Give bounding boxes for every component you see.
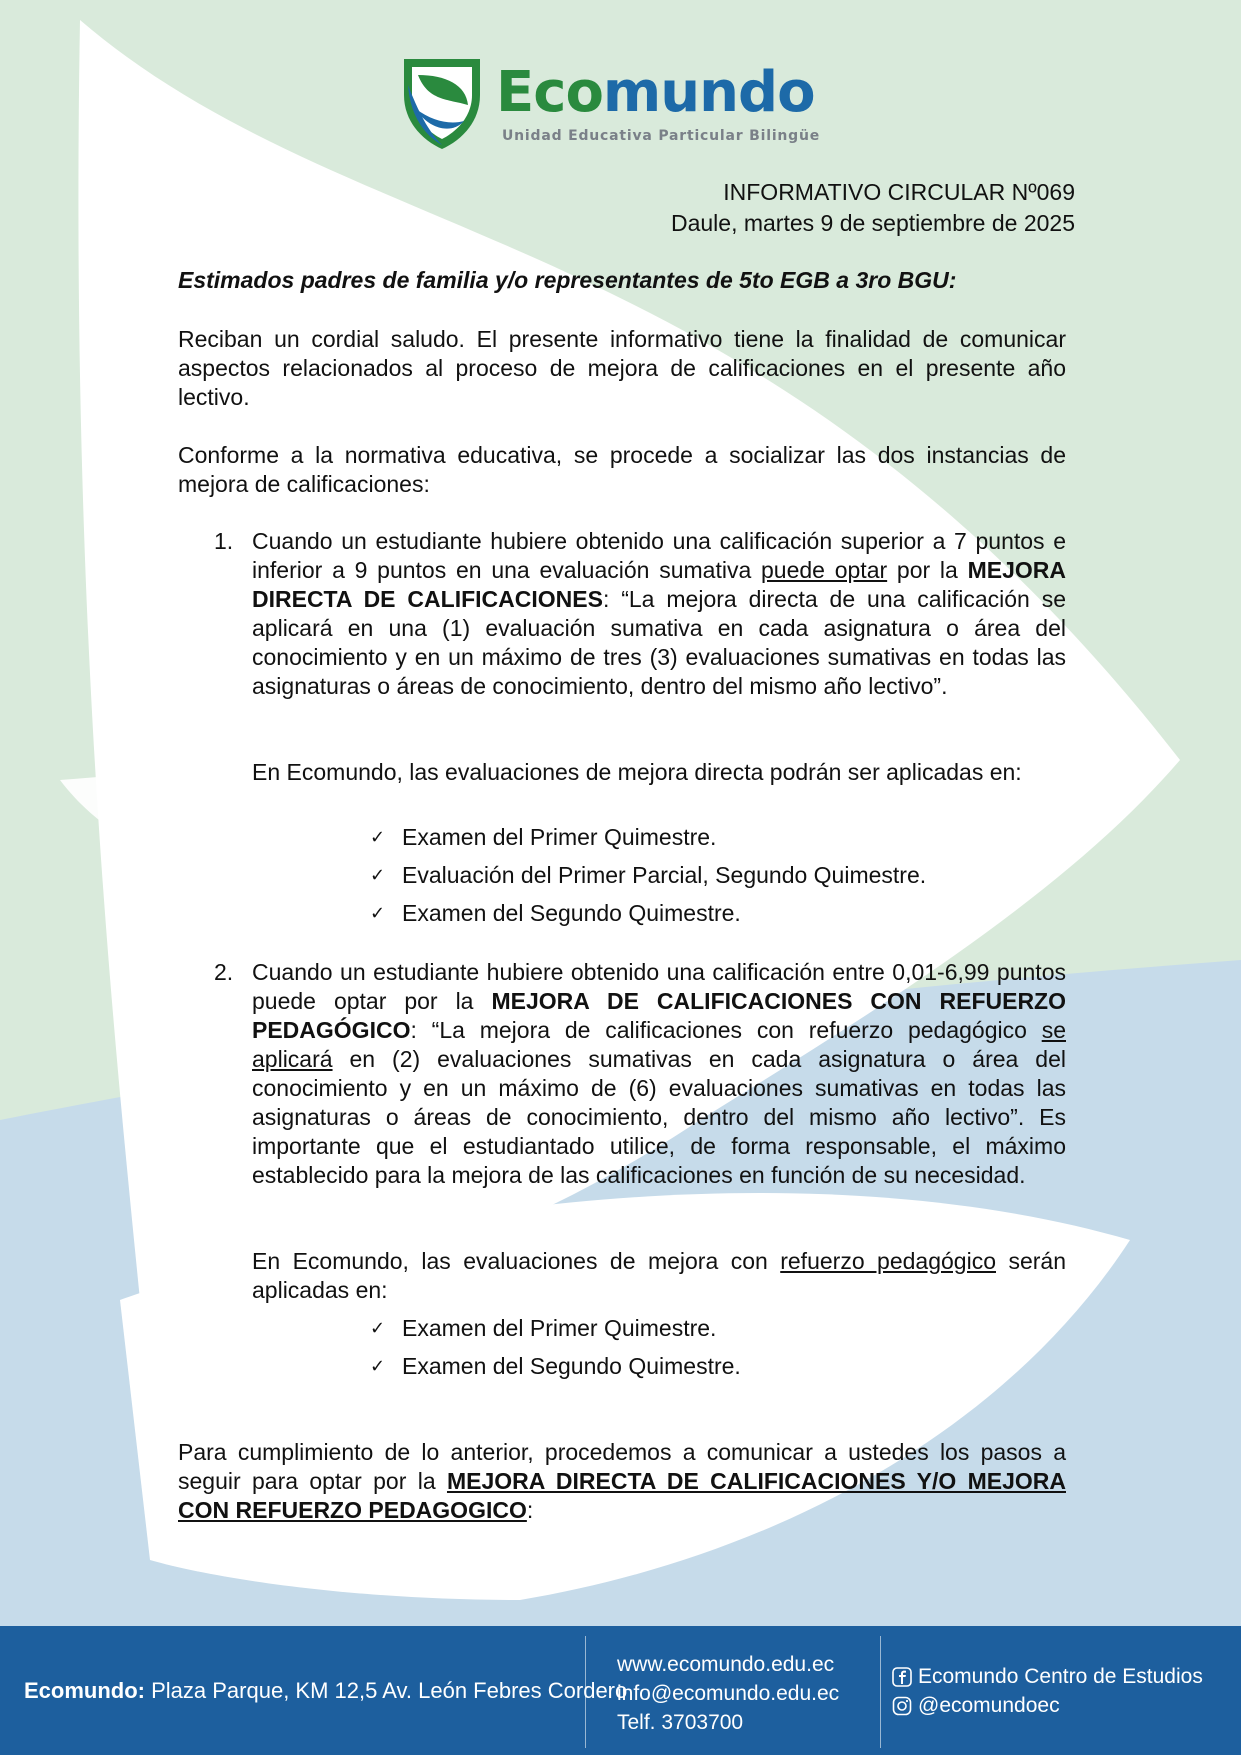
- circular-number: INFORMATIVO CIRCULAR Nº069: [723, 179, 1075, 205]
- checkmark-icon: ✓: [370, 865, 386, 885]
- bold-underlined-text: MEJORA DIRECTA DE CALIFICACIONES Y/O MEJORA CON REFUERZO PEDAGOGICO: [178, 1468, 1066, 1523]
- list-item: ✓ Examen del Primer Quimestre.: [370, 818, 926, 856]
- facebook-link[interactable]: Ecomundo Centro de Estudios: [892, 1662, 1203, 1691]
- bold-text: MEJORA DE CALIFICACIONES CON REFUERZO PEDAGÓGICO: [252, 988, 1066, 1043]
- paragraph-intro: Reciban un cordial saludo. El presente informativo tiene la finalidad de comunicar aspectos relacionados al proceso de mejora de calificaciones en el presente año lectivo.: [178, 326, 1066, 410]
- greeting: Estimados padres de familia y/o representantes de 5to EGB a 3ro BGU:: [178, 267, 957, 293]
- sub-paragraph-refuerzo: En Ecomundo, las evaluaciones de mejora con refuerzo pedagógico serán aplicadas en:: [252, 1248, 1066, 1303]
- list-item: ✓ Evaluación del Primer Parcial, Segundo Quimestre.: [370, 856, 926, 894]
- list-item: ✓ Examen del Segundo Quimestre.: [370, 894, 926, 932]
- list-number: 2.: [214, 959, 234, 985]
- underlined-text: se aplicará: [252, 1017, 1066, 1072]
- bold-text: MEJORA DIRECTA DE CALIFICACIONES: [252, 557, 1066, 612]
- paragraph-normativa: Conforme a la normativa educativa, se procede a socializar las dos instancias de mejora de calificaciones:: [178, 442, 1066, 497]
- circular-date: Daule, martes 9 de septiembre de 2025: [670, 210, 1075, 236]
- footer-contact: [617, 1650, 839, 1737]
- footer-bar: [0, 1626, 1241, 1755]
- phone-number: Telf. 3703700: [617, 1711, 744, 1734]
- paragraph-closing: Para cumplimiento de lo anterior, procedemos a comunicar a ustedes los pasos a seguir para optar por la MEJORA DIRECTA DE CALIFICACIONES Y/O MEJORA CON REFUERZO PEDAGOGICO:: [178, 1439, 1066, 1523]
- underlined-text: puede optar: [761, 557, 888, 583]
- footer-address: Ecomundo: Plaza Parque, KM 12,5 Av. León Febres Cordero: [24, 1678, 628, 1703]
- sub-paragraph-directa: En Ecomundo, las evaluaciones de mejora directa podrán ser aplicadas en:: [252, 759, 1022, 785]
- email-link[interactable]: info@ecomundo.edu.ec: [617, 1682, 840, 1705]
- logo-tagline: Unidad Educativa Particular Bilingüe: [502, 128, 821, 144]
- list-item-text: Cuando un estudiante hubiere obtenido una calificación superior a 7 puntos e inferior a 9 puntos en una evaluación sumativa puede optar por la MEJORA DIRECTA DE CALIFICACIONES: “La mejora directa de una calificación se aplicará en una (1) evaluación sumativa en cada asignatura o área del conocimiento y en un máximo de tres (3) evaluaciones sumativas en todas las asignaturas o áreas de conocimiento, dentro del mismo año lectivo”.: [252, 528, 1067, 699]
- list-item: ✓ Examen del Primer Quimestre.: [370, 1309, 741, 1347]
- list-number: 1.: [214, 528, 234, 554]
- footer-divider: [880, 1636, 881, 1748]
- instagram-icon: [892, 1696, 912, 1716]
- underlined-text: refuerzo pedagógico: [780, 1248, 996, 1274]
- checkmark-icon: ✓: [370, 903, 386, 923]
- checklist-directa: [370, 818, 926, 932]
- checkmark-icon: ✓: [370, 1318, 386, 1338]
- checkmark-icon: ✓: [370, 1356, 386, 1376]
- circular-header: [671, 177, 1075, 239]
- logo-wordmark: Ecomundo: [496, 60, 815, 125]
- footer-social: [892, 1662, 1203, 1720]
- school-logo: [398, 55, 821, 155]
- instagram-link[interactable]: @ecomundoec: [892, 1691, 1203, 1720]
- checklist-refuerzo: [370, 1309, 741, 1385]
- leaf-shield-icon: [398, 55, 486, 151]
- list-item-text: Cuando un estudiante hubiere obtenido una calificación entre 0,01-6,99 puntos puede optar por la MEJORA DE CALIFICACIONES CON REFUERZO PEDAGÓGICO: “La mejora de calificaciones con refuerzo pedagógico se aplicará en (2) evaluaciones sumativas en cada asignatura o área del conocimiento y en un máximo de (6) evaluaciones sumativas en todas las asignaturas o áreas de conocimiento, dentro del mismo año lectivo”. Es importante que el estudiantado utilice, de forma responsable, el máximo establecido para la mejora de las calificaciones en función de su necesidad.: [252, 959, 1066, 1188]
- list-item: ✓ Examen del Segundo Quimestre.: [370, 1347, 741, 1385]
- checkmark-icon: ✓: [370, 827, 386, 847]
- website-link[interactable]: www.ecomundo.edu.ec: [617, 1653, 835, 1676]
- facebook-icon: [892, 1667, 912, 1687]
